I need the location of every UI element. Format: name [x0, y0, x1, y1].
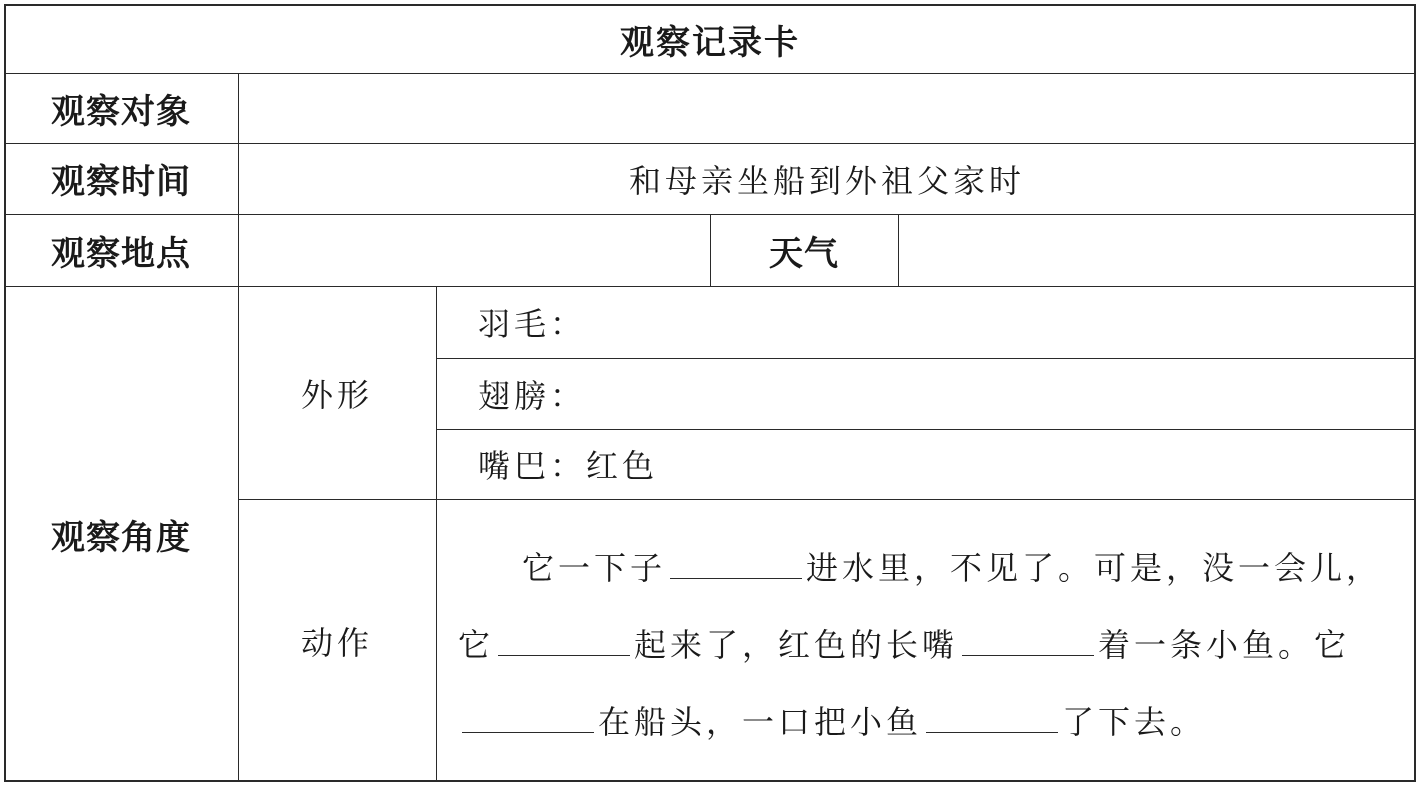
action-text-3: 起来了，红色的长嘴: [634, 626, 959, 664]
place-label: 观察地点: [51, 233, 191, 274]
weather-label: 天气: [769, 233, 839, 274]
action-text-4: 着一条小鱼。它: [1098, 626, 1351, 664]
time-value: 和母亲坐船到外祖父家时: [628, 161, 1025, 200]
object-label: 观察对象: [51, 91, 191, 132]
time-label: 观察时间: [51, 162, 191, 202]
weather-value[interactable]: [898, 214, 1416, 286]
beak-value: 红色: [586, 447, 659, 485]
place-value[interactable]: [238, 214, 710, 286]
action-description: [458, 530, 1398, 761]
column-divider-subangle: [436, 286, 437, 782]
action-label: 动作: [300, 623, 373, 662]
wing-item[interactable]: [478, 358, 1398, 429]
action-text-5: 在船头，一口把小鱼: [598, 703, 923, 741]
object-value[interactable]: [238, 73, 1416, 143]
feather-item[interactable]: [478, 286, 1398, 358]
feather-label: 羽毛：: [478, 305, 587, 343]
blank-5[interactable]: [926, 702, 1058, 733]
appearance-label: 外形: [300, 375, 373, 414]
beak-item: [478, 429, 1398, 499]
angle-label: 观察角度: [51, 517, 191, 558]
beak-label: 嘴巴：: [478, 447, 587, 485]
blank-3[interactable]: [962, 625, 1094, 656]
action-text-1: 它一下子: [522, 549, 667, 587]
blank-1[interactable]: [670, 548, 802, 579]
action-text-2: 进水里，不见了。可是，没一会儿，它: [458, 549, 1383, 664]
action-text-6: 了下去。: [1062, 703, 1207, 741]
blank-2[interactable]: [498, 625, 630, 656]
wing-label: 翅膀：: [478, 376, 587, 415]
blank-4[interactable]: [462, 702, 594, 733]
card-title: 观察记录卡: [620, 23, 800, 63]
